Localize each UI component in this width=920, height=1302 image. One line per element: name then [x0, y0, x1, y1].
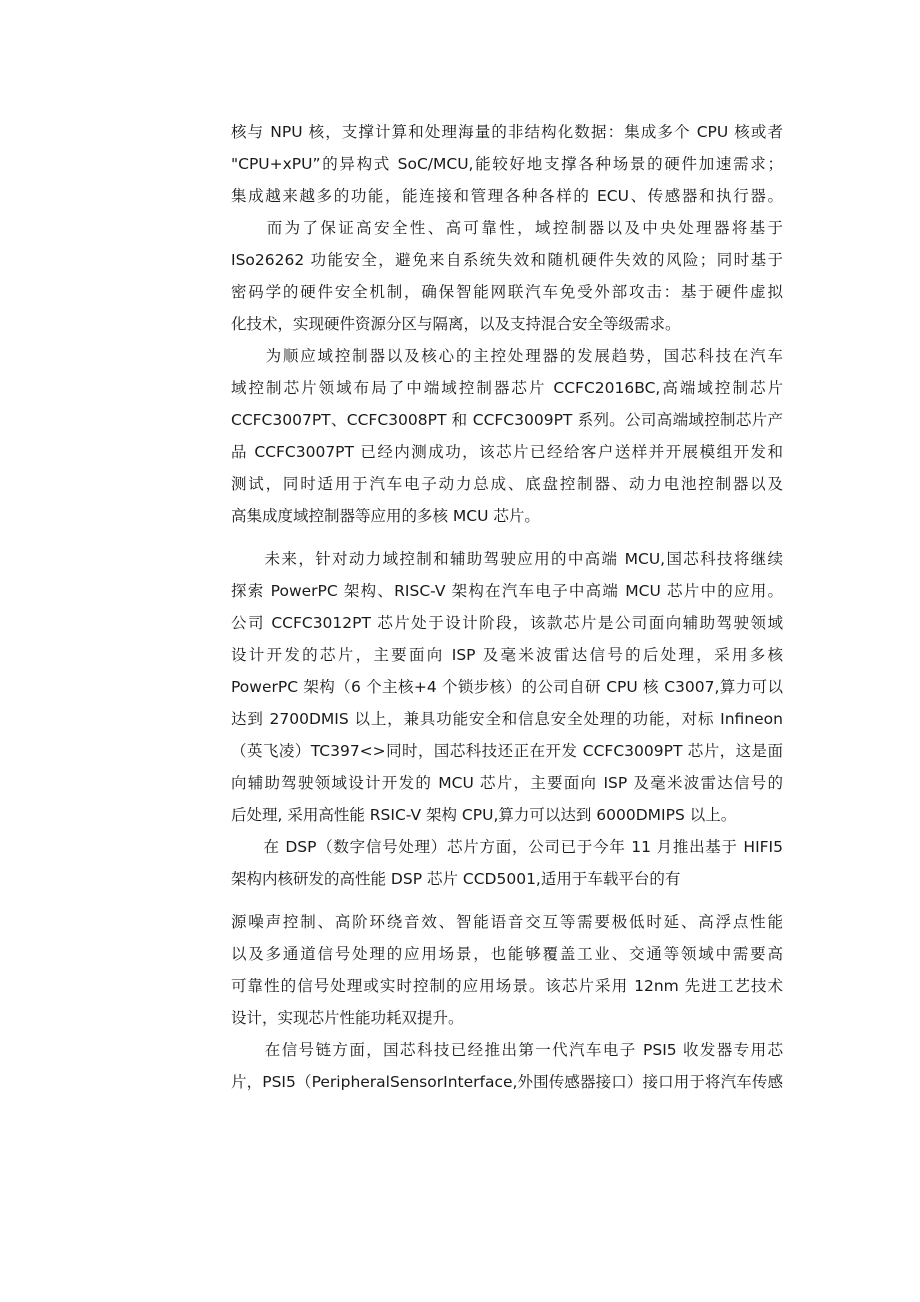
text-line: 为顺应域控制器以及核心的主控处理器的发展趋势，国芯科技在汽车: [231, 347, 783, 365]
text-line: ISo26262 功能安全，避免来自系统失效和随机硬件失效的风险；同时基于: [231, 251, 783, 269]
text-line: CCFC3007PT、CCFC3008PT 和 CCFC3009PT 系列。公司高端域控制芯片产: [231, 411, 783, 429]
text-line: 化技术，实现硬件资源分区与隔离，以及支持混合安全等级需求。: [231, 315, 681, 333]
text-line: 达到 2700DMIS 以上，兼具功能安全和信息安全处理的功能，对标 Infineon: [231, 710, 783, 728]
text-line: 可靠性的信号处理或实时控制的应用场景。该芯片采用 12nm 先进工艺技术: [231, 977, 783, 995]
text-line: 公司 CCFC3012PT 芯片处于设计阶段，该款芯片是公司面向辅助驾驶领域: [231, 614, 783, 632]
text-line: 后处理, 采用高性能 RSIC-V 架构 CPU,算力可以达到 6000DMIPS 以上。: [231, 806, 737, 824]
text-line: 域控制芯片领域布局了中端域控制器芯片 CCFC2016BC,高端域控制芯片: [231, 379, 783, 397]
text-line: 探索 PowerPC 架构、RISC-V 架构在汽车电子中高端 MCU 芯片中的应用。: [231, 582, 783, 600]
text-line: 高集成度域控制器等应用的多核 MCU 芯片。: [231, 507, 540, 525]
text-line: 集成越来越多的功能，能连接和管理各种各样的 ECU、传感器和执行器。: [231, 187, 783, 205]
text-line: 测试，同时适用于汽车电子动力总成、底盘控制器、动力电池控制器以及: [231, 475, 783, 493]
text-line: （英飞凌）TC397<>同时，国芯科技还正在开发 CCFC3009PT 芯片，这是面: [231, 742, 783, 760]
text-line: "CPU+xPU”的异构式 SoC/MCU,能较好地支撑各种场景的硬件加速需求；: [231, 155, 783, 173]
text-line: 以及多通道信号处理的应用场景，也能够覆盖工业、交通等领域中需要高: [231, 945, 783, 963]
text-line: 片，PSI5（PeripheralSensorInterface,外围传感器接口）接口用于将汽车传感: [231, 1073, 783, 1091]
text-line: 在 DSP（数字信号处理）芯片方面，公司已于今年 11 月推出基于 HIFI5: [231, 838, 783, 856]
text-line: PowerPC 架构（6 个主核+4 个锁步核）的公司自研 CPU 核 C3007,算力可以: [231, 678, 783, 696]
text-line: 向辅助驾驶领域设计开发的 MCU 芯片，主要面向 ISP 及毫米波雷达信号的: [231, 774, 783, 792]
paragraph-gap: [231, 532, 783, 543]
text-line: 源噪声控制、高阶环绕音效、智能语音交互等需要极低时延、高浮点性能: [231, 913, 783, 931]
text-line: 未来，针对动力域控制和辅助驾驶应用的中高端 MCU,国芯科技将继续: [231, 550, 783, 568]
text-line: 而为了保证高安全性、高可靠性，域控制器以及中央处理器将基于: [231, 219, 783, 237]
text-line: 架构内核研发的高性能 DSP 芯片 CCD5001,适用于车载平台的有: [231, 870, 681, 888]
text-line: 设计开发的芯片，主要面向 ISP 及毫米波雷达信号的后处理，采用多核: [231, 646, 783, 664]
text-line: 设计，实现芯片性能功耗双提升。: [231, 1009, 464, 1027]
text-line: 密码学的硬件安全机制，确保智能网联汽车免受外部攻击：基于硬件虚拟: [231, 283, 783, 301]
text-line: 品 CCFC3007PT 已经内测成功，该芯片已经给客户送样并开展模组开发和: [231, 443, 783, 461]
document-body: [231, 116, 783, 1098]
text-line: 在信号链方面，国芯科技已经推出第一代汽车电子 PSI5 收发器专用芯: [231, 1041, 783, 1059]
text-line: 核与 NPU 核，支撑计算和处理海量的非结构化数据：集成多个 CPU 核或者: [231, 123, 783, 141]
paragraph-gap: [231, 895, 783, 906]
